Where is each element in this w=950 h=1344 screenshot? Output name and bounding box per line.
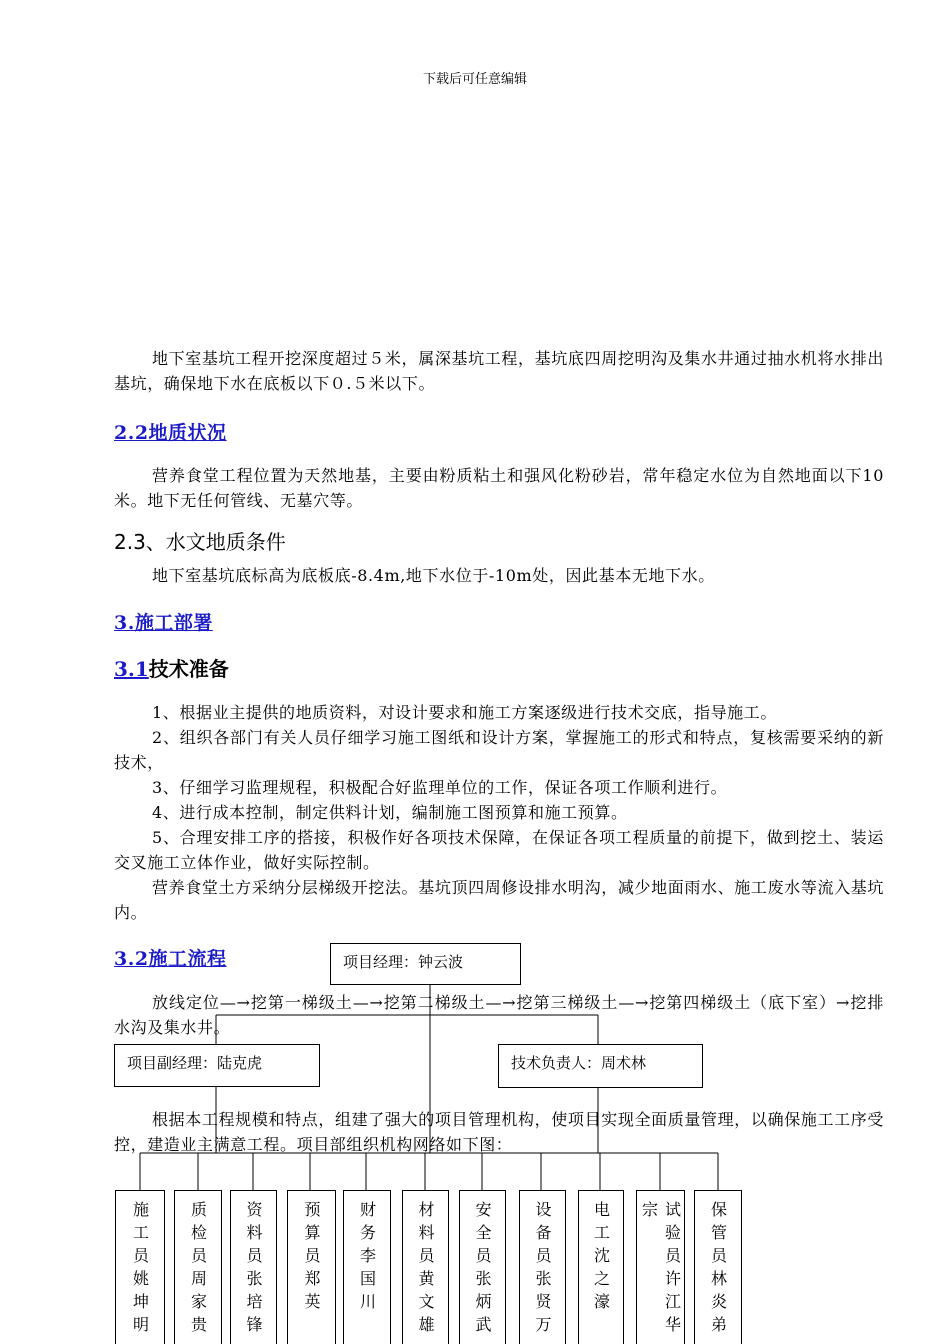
section-2-3-body: 地下室基坑底标高为底板底-8.4m,地下水位于-10m处，因此基本无地下水。: [152, 566, 715, 585]
tech-item-5: 5、合理安排工序的搭接，积极作好各项技术保障，在保证各项工程质量的前提下，做到挖土、装运交叉施工立体作业，做好实际控制。: [114, 828, 884, 872]
staff-label: 保管员林炎弟: [708, 1201, 728, 1339]
staff-label: 质检员周家贵: [188, 1201, 208, 1339]
staff-box-storekeeper: [694, 1190, 742, 1344]
staff-label: 安全员张炳武: [473, 1201, 492, 1339]
section-2-3-heading: 2.3、水文地质条件: [114, 530, 286, 554]
section-3-heading[interactable]: 3.施工部署: [114, 612, 213, 634]
excavation-method: 营养食堂土方采纳分层梯级开挖法。基坑顶四周修设排水明沟，减少地面雨水、施工废水等流入基坑内。: [114, 878, 884, 922]
manager-box: 项目经理：钟云波: [330, 943, 521, 985]
staff-label: 试验员许江华宗: [639, 1201, 682, 1339]
tech-item-2: 2、组织各部门有关人员仔细学习施工图纸和设计方案，掌握施工的形式和特点，复核需要采纳的新技术，: [114, 728, 884, 772]
staff-box-testing: [636, 1190, 685, 1344]
tech-item-4: 4、进行成本控制，制定供料计划，编制施工图预算和施工预算。: [152, 803, 628, 822]
staff-label: 预算员郑英: [302, 1201, 321, 1316]
staff-box-equipment: [519, 1190, 566, 1344]
section-2-2-heading[interactable]: 2.2地质状况: [114, 422, 227, 444]
staff-label: 资料员张培锋: [244, 1201, 263, 1339]
staff-label: 施工员姚坤明: [130, 1201, 150, 1339]
intro-paragraph: 地下室基坑工程开挖深度超过５米，属深基坑工程，基坑底四周挖明沟及集水井通过抽水机将水排出基坑，确保地下水在底板以下０.５米以下。: [114, 349, 884, 393]
org-paragraph: 根据本工程规模和特点，组建了强大的项目管理机构，使项目实现全面质量管理，以确保施工工序受控，建造业主满意工程。项目部组织机构网络如下图：: [114, 1110, 884, 1154]
staff-box-electrician: [578, 1190, 624, 1344]
staff-box-quality: [174, 1190, 222, 1344]
staff-box-safety: [459, 1190, 506, 1344]
tech-item-1: 1、根据业主提供的地质资料，对设计要求和施工方案逐级进行技术交底，指导施工。: [152, 703, 777, 722]
deputy-manager-box: 项目副经理：陆克虎: [114, 1044, 320, 1087]
staff-label: 设备员张贤万: [533, 1201, 552, 1339]
staff-box-materials: [402, 1190, 449, 1344]
staff-box-budget: [287, 1190, 336, 1344]
staff-label: 材料员黄文雄: [416, 1201, 435, 1339]
construction-flow: 放线定位—→挖第一梯级土—→挖第二梯级土—→挖第三梯级土—→挖第四梯级土（底下室）→挖排水沟及集水井。: [114, 993, 884, 1037]
header-note: 下载后可任意编辑: [422, 72, 527, 87]
staff-box-finance: [343, 1190, 391, 1344]
section-3-1-number[interactable]: 3.1: [114, 657, 149, 681]
tech-item-3: 3、仔细学习监理规程，积极配合好监理单位的工作，保证各项工作顺利进行。: [152, 778, 728, 797]
section-3-1-title: 技术准备: [148, 657, 229, 681]
staff-box-construction: [115, 1190, 165, 1344]
section-2-2-body: 营养食堂工程位置为天然地基，主要由粉质粘土和强风化粉砂岩，常年稳定水位为自然地面以下10米。地下无任何管线、无墓穴等。: [114, 466, 884, 510]
staff-label: 财务李国川: [357, 1201, 377, 1316]
staff-label: 电工沈之濠: [591, 1201, 611, 1316]
tech-lead-box: 技术负责人：周术林: [498, 1044, 703, 1088]
staff-box-documents: [230, 1190, 277, 1344]
section-3-2-heading[interactable]: 3.2施工流程: [114, 948, 227, 970]
